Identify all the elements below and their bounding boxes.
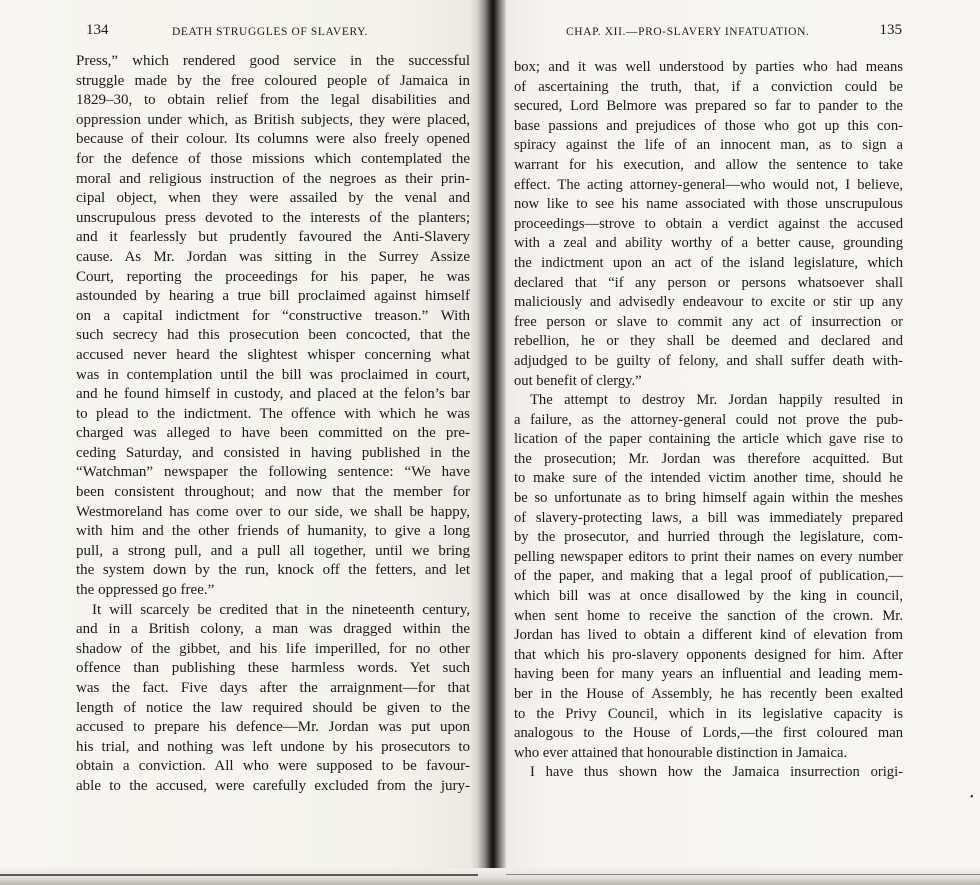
text-line: offence than publishing these harmless words. Yet such xyxy=(76,660,470,677)
text-line: charged was alleged to have been committed on the pre- xyxy=(76,425,470,442)
text-line: secured, Lord Belmore was prepared so far to pander to the xyxy=(514,98,903,115)
text-line: be so unfortunate as to bring himself again within the meshes xyxy=(514,490,903,507)
book-gutter xyxy=(478,0,506,885)
text-line: oppression under which, as British subjects, they were placed, xyxy=(76,111,470,128)
paragraph-end-line: the oppressed go free.” xyxy=(76,582,215,599)
text-line: base passions and prejudices of those who got up this con- xyxy=(514,117,903,134)
text-line: rebellion, he or they shall be deemed and declared and xyxy=(514,333,903,350)
text-line: 1829–30, to obtain relief from the legal disabilities and xyxy=(76,92,470,109)
paragraph-start-line: It will scarcely be credited that in the nineteenth century, xyxy=(92,601,470,618)
right-page-body xyxy=(514,58,903,783)
text-line: to the Privy Council, which in its legislative capacity is xyxy=(514,705,903,722)
text-line: ceding Saturday, and consisted in having published in the xyxy=(76,444,470,461)
text-line: pelling newspaper editors to print their names on every number xyxy=(514,548,903,565)
text-line: and it fearlessly but prudently favoured the Anti-Slavery xyxy=(76,229,470,246)
paragraph-end-line: out benefit of clergy.” xyxy=(514,372,642,389)
text-line: with him and the other friends of humanity, to give a long xyxy=(76,523,470,540)
text-line: which bill was at once disallowed by the king in council, xyxy=(514,588,903,605)
right-running-title: CHAP. XII.—PRO-SLAVERY INFATUATION. xyxy=(566,26,810,38)
text-line: struggle made by the free coloured people of Jamaica in xyxy=(76,72,470,89)
text-line: the indictment upon an act of the island legislature, which xyxy=(514,254,903,271)
text-line: because of their colour. Its columns were also freely opened xyxy=(76,131,470,148)
stray-mark-dot: • xyxy=(970,792,974,803)
left-page-bottom-rule xyxy=(0,874,478,876)
paragraph-start-line: I have thus shown how the Jamaica insurrection origi- xyxy=(530,764,903,781)
text-line: astounded by hearing a true bill proclaimed against himself xyxy=(76,288,470,305)
text-line: to make sure of the intended victim another time, should he xyxy=(514,470,903,487)
left-page-number: 134 xyxy=(86,22,109,38)
right-page-number: 135 xyxy=(879,22,902,38)
text-line: having been for many years an influential and leading mem- xyxy=(514,666,903,683)
text-line: to plead to the indictment. The offence with which he was xyxy=(76,405,470,422)
text-line: adjudged to be guilty of felony, and shall suffer death with- xyxy=(514,352,903,369)
text-line: and in a British colony, a man was dragged within the xyxy=(76,621,470,638)
text-line: cipal object, when they were assailed by the venal and xyxy=(76,190,470,207)
text-line: shadow of the gibbet, and his life imperilled, for no other xyxy=(76,640,470,657)
text-line: “Watchman” newspaper the following sentence: “We have xyxy=(76,464,470,481)
text-line: warrant for his execution, and allow the sentence to take xyxy=(514,156,903,173)
text-line: of ascertaining the truth, that, if a conviction could be xyxy=(514,78,903,95)
text-line: his trial, and nothing was left undone by his prosecutors to xyxy=(76,738,470,755)
text-line: and he found himself in custody, and placed at the felon’s bar xyxy=(76,386,470,403)
text-line: moral and religious instruction of the negroes as their prin- xyxy=(76,170,470,187)
text-line: for the defence of those missions which contemplated the xyxy=(76,150,470,167)
text-line: obtain a conviction. All who were supposed to be favour- xyxy=(76,758,470,775)
text-line: length of notice the law required should be given to the xyxy=(76,699,470,716)
text-line: ber in the House of Assembly, he has recently been exalted xyxy=(514,686,903,702)
text-line: been consistent throughout; and now that the member for xyxy=(76,484,470,501)
left-page-body xyxy=(76,52,470,797)
text-line: Court, reporting the proceedings for his paper, he was xyxy=(76,268,470,285)
text-line: maliciously and advisedly endeavour to excite or stir up any xyxy=(514,294,903,311)
page-bottom-edge xyxy=(0,868,980,885)
text-line: with a zeal and ability worthy of a better cause, grounding xyxy=(514,235,903,252)
text-line: effect. The acting attorney-general—who would not, I believe, xyxy=(514,176,903,193)
text-line: on a capital indictment for “constructive treason.” With xyxy=(76,307,470,324)
text-line: that which his pro-slavery opponents designed for him. After xyxy=(514,646,903,663)
text-line: accused to prepare his defence—Mr. Jordan was put upon xyxy=(76,719,470,736)
text-line: box; and it was well understood by parties who had means xyxy=(514,59,903,75)
text-line: lication of the paper containing the article which gave rise to xyxy=(514,431,903,448)
text-line: analogous to the House of Lords,—the first coloured man xyxy=(514,725,903,742)
text-line: of the paper, and making that a legal proof of publication,— xyxy=(514,568,903,585)
text-line: unscrupulous press devoted to the interests of the planters; xyxy=(76,209,470,226)
text-line: such secrecy had this prosecution been concocted, that the xyxy=(76,327,470,344)
text-line: now like to see his name associated with those unscrupulous xyxy=(514,196,903,213)
text-line: accused never heard the slightest whisper concerning what xyxy=(76,346,470,363)
text-line: able to the accused, were carefully excluded from the jury- xyxy=(76,777,470,794)
text-line: Press,” which rendered good service in the successful xyxy=(76,53,470,69)
text-line: the prosecution; Mr. Jordan was therefore acquitted. But xyxy=(514,450,903,467)
left-running-title: DEATH STRUGGLES OF SLAVERY. xyxy=(172,26,368,38)
paragraph-start-line: The attempt to destroy Mr. Jordan happily resulted in xyxy=(530,392,903,409)
text-line: of slavery-protecting laws, a bill was immediately prepared xyxy=(514,509,903,526)
paragraph-end-line: who ever attained that honourable distinction in Jamaica. xyxy=(514,744,848,761)
text-line: a failure, as the attorney-general could not prove the pub- xyxy=(514,411,903,428)
text-line: Jordan has lived to obtain a different kind of elevation from xyxy=(514,627,903,644)
text-line: spiracy against the life of an innocent man, as to sign a xyxy=(514,137,903,154)
text-line: proceedings—strove to obtain a verdict against the accused xyxy=(514,215,903,232)
text-line: when sent home to receive the sanction of the crown. Mr. xyxy=(514,607,903,624)
text-line: was in contemplation until the bill was proclaimed in court, xyxy=(76,366,470,383)
text-line: the system down by the run, knock off the fetters, and let xyxy=(76,562,470,579)
text-line: declared that “if any person or persons whatsoever shall xyxy=(514,274,903,291)
text-line: cause. As Mr. Jordan was sitting in the Surrey Assize xyxy=(76,248,470,265)
text-line: was the fact. Five days after the arraignment—for that xyxy=(76,680,470,696)
text-line: pull, a strong pull, and a pull all together, until we bring xyxy=(76,542,470,559)
text-line: free person or slave to commit any act of insurrection or xyxy=(514,313,903,330)
right-page-bottom-rule xyxy=(506,874,980,875)
text-line: by the prosecutor, and hurried through the legislature, com- xyxy=(514,529,903,546)
text-line: Westmoreland has come over to our side, we shall be happy, xyxy=(76,503,470,520)
